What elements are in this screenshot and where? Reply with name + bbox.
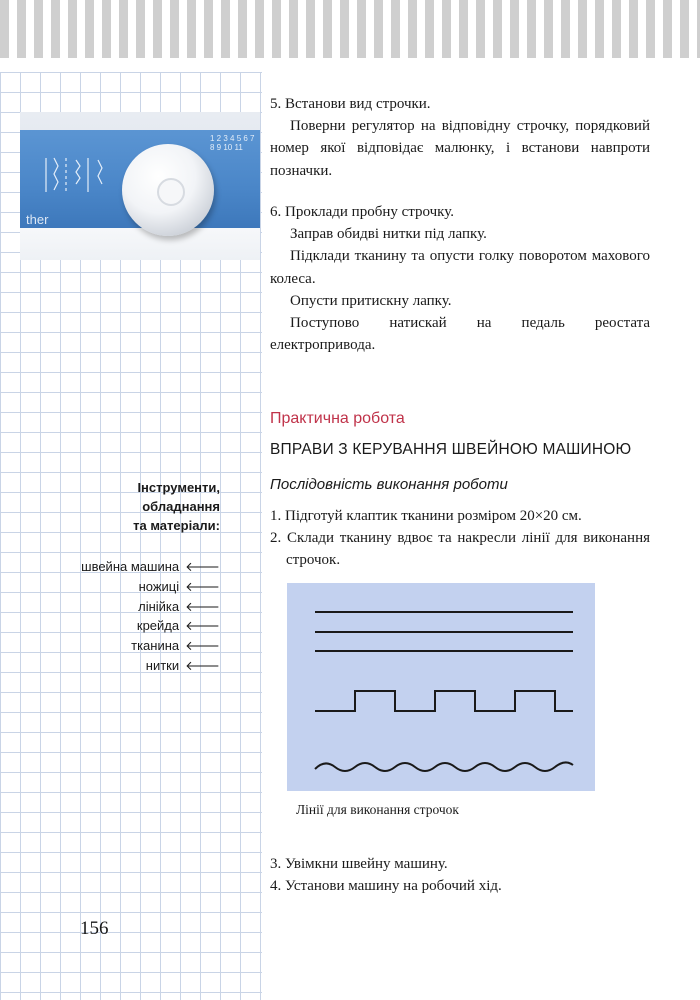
tool-label: нитки [145, 657, 180, 673]
figure-caption: Лінії для виконання строчок [296, 802, 459, 817]
practical-work-label: Практична робота [270, 410, 405, 427]
dial-knob-center [157, 178, 185, 206]
page-number: 156 [80, 918, 109, 939]
practical-work-title: ВПРАВИ З КЕРУВАННЯ ШВЕЙНОЮ МАШИНОЮ [270, 441, 632, 458]
step-5-title: 5. Встанови вид строчки. [270, 96, 431, 112]
step-6-line: Опусти притискну лапку. [290, 292, 452, 309]
sewing-machine-dial-photo [20, 112, 260, 260]
tool-label: крейда [136, 618, 180, 634]
stitch-lines-figure [287, 583, 595, 791]
tools-heading [60, 478, 220, 535]
work-step: 2. Склади тканину вдвоє та накресли лінії для виконання строчок. [270, 530, 650, 568]
tool-item [60, 557, 220, 577]
dial-numbers: 1 2 3 4 5 6 7 8 9 10 11 [210, 134, 255, 152]
sequence-title: Послідовність виконання роботи [270, 476, 508, 493]
tool-item [60, 577, 220, 597]
wavy-line [315, 762, 573, 771]
work-steps-a [270, 505, 650, 571]
square-wave-line [315, 691, 573, 711]
tools-sidebar [60, 478, 220, 676]
work-step: 1. Підготуй клаптик тканини розміром 20×20 см. [270, 508, 582, 524]
step-6-title: 6. Проклади пробну строчку. [270, 204, 454, 220]
tool-item [60, 597, 220, 617]
left-arrow-icon: 🡐 [185, 657, 220, 673]
left-arrow-icon: 🡐 [185, 559, 220, 574]
tool-label: тканина [131, 638, 180, 654]
left-arrow-icon: 🡐 [185, 638, 220, 654]
tools-heading-line: обладнання [142, 499, 220, 514]
tool-item [60, 616, 220, 636]
tool-label: швейна машина [81, 559, 180, 574]
step-6-line: Заправ обидві нитки під лапку. [290, 226, 487, 243]
tools-list [60, 557, 220, 676]
stitch-lines-drawing [287, 583, 595, 791]
step-5-block [270, 93, 650, 182]
tool-item [60, 656, 220, 676]
tool-item [60, 636, 220, 656]
left-arrow-icon: 🡐 [185, 578, 220, 594]
tool-label: лінійка [138, 598, 180, 614]
tools-heading-line: та матеріали: [133, 518, 220, 533]
tool-label: ножиці [138, 578, 180, 594]
left-arrow-icon: 🡐 [185, 598, 220, 614]
work-step: 3. Увімкни швейну машину. [270, 856, 448, 872]
brand-text: ther [26, 212, 49, 227]
work-steps-b [270, 853, 650, 897]
step-5-text: Поверни регулятор на відповідну строчку, порядковий номер якої відповідає малюнку, і встанови навпроти позначки. [270, 118, 650, 179]
step-6-block [270, 201, 650, 356]
left-arrow-icon: 🡐 [185, 618, 220, 634]
stitch-symbols [42, 152, 112, 212]
top-stripe-band [0, 0, 700, 58]
tools-heading-line: Інструменти, [137, 480, 220, 495]
step-6-line: Підклади тканину та опусти голку поворотом махового колеса. [270, 248, 650, 287]
step-6-line: Поступово натискай на педаль реостата електропривода. [270, 315, 650, 354]
work-step: 4. Установи машину на робочий хід. [270, 878, 502, 894]
